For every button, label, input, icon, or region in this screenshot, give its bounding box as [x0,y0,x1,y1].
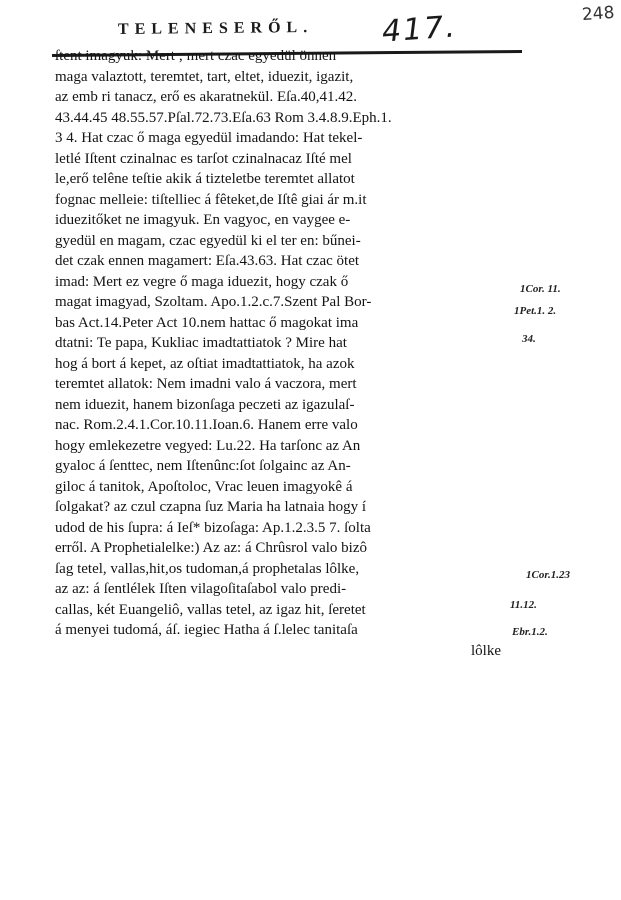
text-line: ſolgakat? az czul czapna ſuz Maria ha latnaia hogy í [55,499,367,515]
margin-note: 11.12. [510,599,537,611]
text-line: giloc á tanitok, Apoſtoloc, Vrac leuen imagyokê á [55,478,353,495]
text-line: ſtent imagyuk: Mert ; mert czac egyedül önnen [55,48,337,64]
text-line: nac. Rom.2.4.1.Cor.10.11.Ioan.6. Hanem erre valo [55,417,358,433]
text-line: det czak ennen magamert: Eſa.43.63. Hat czac ötet [55,253,360,269]
text-line: á menyei tudomá, áſ. iegiec Hatha á ſ.lelec tanitaſa [55,622,358,638]
running-head: TELENESERŐL. [117,18,314,39]
text-line: le,erő telêne teſtie akik á tizteletbe teremtet allatot [55,171,355,187]
margin-note: 1Cor. 11. [520,283,561,295]
text-line: ſag tetel, vallas,hit,os tudoman,á prophetalas lôlke, [55,560,360,577]
text-line: maga valaztott, teremtet, tart, eltet, iduezit, igazit, [55,68,354,85]
margin-note: 1Pet.1. 2. [514,305,557,317]
text-line: imad: Mert ez vegre ő maga iduezit, hogy czak ő [55,273,349,290]
text-line: gyaloc á ſenttec, nem Iſtenûnc:ſot ſolgainc az An- [55,458,351,474]
text-line: udod de his ſupra: á Ieſ* bizoſaga: Ap.1.2.3.5 7. ſolta [55,519,371,536]
text-line: iduezitőket ne imagyuk. En vagyoc, en vaygee e- [55,212,351,228]
margin-note: Ebr.1.2. [512,626,548,638]
handwritten-folio: 417. [380,9,458,50]
catchword: lôlke [471,642,501,659]
text-line: letlé Iſtent czinalnac es tarſot czinalnacaz Iſté mel [55,150,352,167]
text-line: callas, két Euangeliô, vallas tetel, az igaz hit, ſeretet [55,601,366,618]
text-line: hogy emlekezetre vegyed: Lu.22. Ha tarſonc az An [55,437,361,454]
text-line: nem iduezit, hanem bizonſaga peczeti az igazulaſ- [55,396,355,413]
margin-note: 34. [522,333,536,345]
text-line: gyedül en magam, czac egyedül ki el ter en: bűnei- [55,232,361,249]
text-line: magat imagyad, Szoltam. Apo.1.2.c.7.Szent Pal Bor- [55,294,372,310]
text-line: az az: á ſentlélek Iſten vilagoſitaſabol valo predi- [55,581,347,597]
page-number-pencil: 248 [581,2,616,26]
text-line: erről. A Prophetialelke:) Az az: á Chrûsrol valo bizô [55,540,367,556]
text-line: 43.44.45 48.55.57.Pſal.72.73.Eſa.63 Rom 3.4.8.9.Eph.1. [55,109,392,126]
text-line: bas Act.14.Peter Act 10.nem hattac ő magokat ima [55,314,359,331]
text-line: 3 4. Hat czac ő maga egyedül imadando: Hat tekel- [55,130,363,146]
text-line: teremtet allatok: Nem imadni valo á vaczora, mert [55,376,357,392]
text-line: az emb ri tanacz, erő es akaratnekül. Eſa.40,41.42. [55,89,357,105]
margin-note: 1Cor.1.23 [526,569,571,581]
text-line: fognac melleie: tiſtelliec á fêteket,de Iſtê giai ár m.it [55,191,367,208]
body-text [55,46,515,661]
text-line: hog á bort á kepet, az oſtiat imadtattiatok, ha azok [55,355,355,372]
text-line: dtatni: Te papa, Kukliac imadtattiatok ? Mire hat [55,335,347,351]
